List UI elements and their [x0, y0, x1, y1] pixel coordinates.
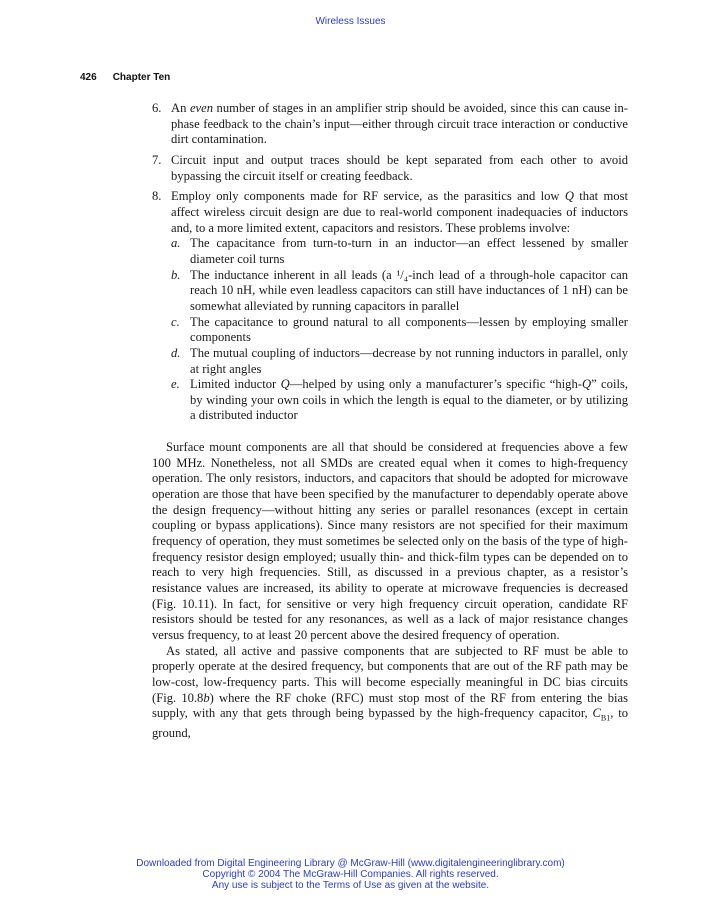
- sub-letter: c.: [171, 314, 180, 329]
- paragraph-rf-path: [152, 644, 628, 742]
- footer-terms-link[interactable]: Any use is subject to the Terms of Use as given at the website.: [211, 880, 490, 891]
- text-run: number of stages in an amplifier strip should be avoided, since this can cause in-phase feedback to the chain’s input—either through circuit trace interaction or conductive dirt contamination.: [171, 101, 629, 147]
- text-run: -inch lead of a through-hole capacitor can reach 10 nH, while even leadless capacitors can still have inductances of 1 nH) can be somewhat alleviated by running capacitors in parallel: [190, 267, 629, 313]
- footer-download-link[interactable]: Downloaded from Digital Engineering Library @ McGraw-Hill (www.digitalengineeringlibrary.com): [136, 858, 565, 869]
- text-run: ) where the RF choke (RFC) must stop most of the RF from entering the bias supply, with any that gets through being bypassed by the high-frequency capacitor,: [152, 690, 628, 721]
- list-number: 8.: [152, 189, 162, 204]
- page-number: 426: [80, 72, 97, 83]
- sub-text: The capacitance to ground natural to all components—lessen by employing smaller components: [190, 314, 628, 345]
- sub-item-a: [171, 236, 628, 267]
- sub-letter: b.: [171, 267, 181, 282]
- paragraph-smd: Surface mount components are all that should be considered at frequencies above a few 100 MHz. Nonetheless, not all SMDs are created equal when it comes to high-frequency operation. The only resistors, inductors, and capacitors that should be adopted for microwave operation are those that have been specified by the manufacturer to dependably operate above the design frequency—without hitting any series or parallel resonances (except in certain coupling or bypass applications). Since many resistors are not specified for their maximum frequency of operation, they must sometimes be selected only on the basis of the type of high-frequency resistor design employed; usually thin- and thick-film types can be depended on to reach to very high frequencies. Still, as discussed in a previous chapter, as a resistor’s resistance values are increased, its ability to operate at microwave frequencies is decreased (Fig. 10.11). In fact, for sensitive or very high frequency circuit operation, candidate RF resistors should be tested for any resonances, as well as a lack of major resistance changes versus frequency, to at least 20 percent above the desired frequency of operation.: [152, 440, 628, 642]
- emphasis: b: [203, 690, 210, 705]
- list-number: 6.: [152, 101, 162, 115]
- running-banner: Wireless Issues: [315, 16, 386, 27]
- chapter-title: Chapter Ten: [112, 72, 171, 83]
- text-run: ” coils, by winding your own coils in which the length is equal to the diameter, or by utilizing a distributed inductor: [190, 377, 628, 423]
- text-run: As stated, all active and passive components that are subjected to RF must be able to properly operate at the desired frequency, but components that are out of the RF path may be low-cost, low-frequency parts. This will become especially meaningful in DC bias circuits (Fig. 10.8: [152, 643, 628, 705]
- sub-list: [171, 236, 628, 424]
- emphasis: Q: [564, 189, 574, 204]
- emphasis: C: [592, 706, 601, 721]
- spacer: [152, 429, 628, 440]
- sub-item-e: [171, 377, 628, 424]
- emphasis: even: [189, 101, 214, 115]
- sub-text: The capacitance from turn-to-turn in an inductor—an effect lessened by smaller diameter coil turns: [190, 236, 628, 266]
- emphasis: Q: [581, 377, 592, 392]
- sub-letter: a.: [171, 236, 181, 251]
- list-text: [171, 189, 628, 424]
- fraction: ¹/₄: [396, 267, 409, 282]
- sub-text: The mutual coupling of inductors—decrease by not running inductors in parallel, only at right angles: [190, 345, 628, 376]
- text-run: Employ only components made for RF service, as the parasitics and low: [171, 189, 565, 204]
- sub-text: [190, 377, 628, 424]
- list-text: [171, 101, 628, 148]
- sub-text: [190, 268, 628, 315]
- list-item-7: [152, 153, 628, 184]
- list-intro: [171, 189, 628, 236]
- list-item-8: [152, 189, 628, 424]
- list-text: Circuit input and output traces should be kept separated from each other to avoid bypassing the circuit itself or creating feedback.: [171, 152, 628, 183]
- text-run: Limited inductor: [190, 377, 281, 392]
- footer-notice: [0, 858, 701, 891]
- sub-letter: e.: [171, 377, 180, 392]
- text-run: An: [171, 101, 190, 115]
- sub-item-d: [171, 346, 628, 377]
- sub-letter: d.: [171, 345, 181, 360]
- subscript: B1: [600, 713, 611, 723]
- text-run: The inductance inherent in all leads (a: [190, 267, 397, 282]
- list-item-6: [152, 101, 628, 148]
- text-run: —helped by using only a manufacturer’s specific “high-: [289, 377, 582, 392]
- sub-item-b: [171, 268, 628, 315]
- footer-copyright: Copyright © 2004 The McGraw-Hill Companies. All rights reserved.: [202, 869, 499, 880]
- text-run: that most affect wireless circuit design are due to real-world component inadequacies of inductors and, to a more limited extent, capacitors and resistors. These problems involve:: [171, 189, 628, 235]
- page-body: [152, 101, 628, 742]
- sub-item-c: [171, 315, 628, 346]
- list-number: 7.: [152, 152, 162, 167]
- emphasis: Q: [280, 377, 290, 392]
- running-head: [80, 72, 170, 83]
- text-run: , to ground,: [152, 706, 628, 741]
